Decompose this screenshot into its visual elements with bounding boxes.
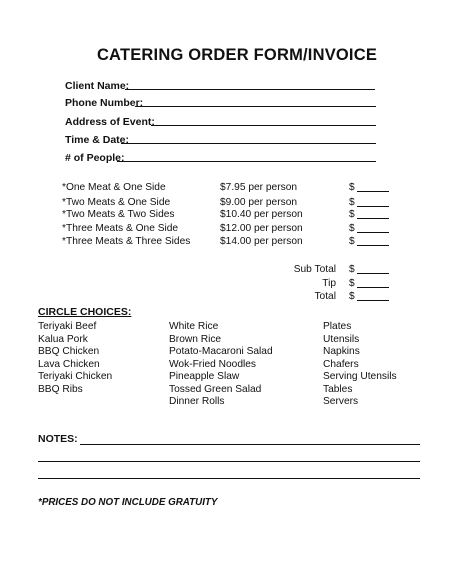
package-name: *Two Meats & Two Sides — [62, 209, 175, 220]
notes-label: NOTES: — [38, 433, 78, 445]
subtotal-row — [260, 263, 400, 277]
address-label: Address of Event: — [65, 116, 155, 128]
meat-choice[interactable]: Kalua Pork — [38, 333, 88, 345]
notes-line[interactable] — [38, 461, 420, 462]
meat-choices-list — [38, 321, 112, 396]
address-line[interactable] — [151, 125, 376, 126]
package-currency: $ — [349, 223, 355, 234]
tip-label: Tip — [322, 278, 336, 289]
side-choice[interactable]: Tossed Green Salad — [169, 383, 262, 395]
package-amount-blank[interactable] — [357, 222, 389, 233]
package-name: *Three Meats & Three Sides — [62, 236, 191, 247]
package-row — [62, 235, 462, 249]
package-price: $10.40 per person — [220, 209, 303, 220]
circle-choices-heading: CIRCLE CHOICES: — [38, 306, 132, 318]
package-currency: $ — [349, 197, 355, 208]
package-name: *One Meat & One Side — [62, 182, 166, 193]
meat-choice[interactable]: Lava Chicken — [38, 358, 100, 370]
package-row — [62, 208, 462, 222]
supply-choices-list — [323, 321, 397, 409]
notes-line[interactable] — [80, 444, 420, 445]
package-amount-blank[interactable] — [357, 235, 389, 246]
subtotal-currency: $ — [349, 264, 355, 275]
package-amount-blank[interactable] — [357, 181, 389, 192]
phone-number-field[interactable] — [65, 96, 385, 110]
side-choice[interactable]: Pineapple Slaw — [169, 371, 240, 382]
supply-choice[interactable]: Serving Utensils — [323, 371, 397, 382]
people-count-label: # of People: — [65, 152, 125, 164]
meat-choice[interactable]: BBQ Chicken — [38, 346, 100, 357]
package-amount-blank[interactable] — [357, 208, 389, 219]
people-count-field[interactable] — [65, 151, 385, 165]
side-choice[interactable]: Wok-Fried Noodles — [169, 358, 257, 370]
meat-choice[interactable]: Teriyaki Beef — [38, 321, 97, 332]
total-label: Total — [314, 291, 336, 302]
total-blank[interactable] — [357, 290, 389, 301]
package-name: *Three Meats & One Side — [62, 223, 179, 234]
package-price: $14.00 per person — [220, 236, 303, 247]
time-date-label: Time & Date: — [65, 134, 129, 146]
package-currency: $ — [349, 236, 355, 247]
meat-choice[interactable]: BBQ Ribs — [38, 383, 83, 395]
total-currency: $ — [349, 291, 355, 302]
phone-number-line[interactable] — [135, 106, 376, 107]
package-price: $9.00 per person — [220, 197, 298, 208]
gratuity-note: *PRICES DO NOT INCLUDE GRATUITY — [38, 497, 218, 508]
supply-choice[interactable]: Tables — [323, 383, 353, 395]
supply-choice[interactable]: Plates — [323, 321, 352, 332]
package-price: $12.00 per person — [220, 223, 303, 234]
client-name-field[interactable] — [65, 79, 385, 93]
form-title: CATERING ORDER FORM/INVOICE — [96, 46, 378, 64]
time-date-field[interactable] — [65, 133, 385, 147]
package-currency: $ — [349, 209, 355, 220]
notes-line[interactable] — [38, 478, 420, 479]
client-name-label: Client Name: — [65, 80, 130, 92]
package-row — [62, 222, 462, 236]
package-currency: $ — [349, 182, 355, 193]
side-choice[interactable]: Brown Rice — [169, 333, 222, 345]
subtotal-label: Sub Total — [293, 264, 336, 275]
supply-choice[interactable]: Napkins — [323, 346, 360, 357]
package-price: $7.95 per person — [220, 182, 298, 193]
package-name: *Two Meats & One Side — [62, 197, 171, 208]
address-field[interactable] — [65, 115, 385, 129]
tip-row — [260, 277, 400, 291]
side-choice[interactable]: Potato-Macaroni Salad — [169, 346, 273, 357]
side-choices-list — [169, 321, 273, 409]
supply-choice[interactable]: Chafers — [323, 358, 359, 370]
tip-currency: $ — [349, 278, 355, 289]
package-amount-blank[interactable] — [357, 196, 389, 207]
total-row — [260, 290, 400, 304]
side-choice[interactable]: White Rice — [169, 321, 219, 332]
supply-choice[interactable]: Utensils — [323, 333, 360, 345]
phone-number-label: Phone Number: — [65, 97, 144, 109]
client-name-line[interactable] — [125, 89, 375, 90]
meat-choice[interactable]: Teriyaki Chicken — [38, 371, 113, 382]
subtotal-blank[interactable] — [357, 263, 389, 274]
time-date-line[interactable] — [121, 143, 376, 144]
tip-blank[interactable] — [357, 277, 389, 288]
people-count-line[interactable] — [117, 161, 376, 162]
supply-choice[interactable]: Servers — [323, 396, 359, 407]
side-choice[interactable]: Dinner Rolls — [169, 396, 225, 407]
package-row — [62, 181, 462, 195]
